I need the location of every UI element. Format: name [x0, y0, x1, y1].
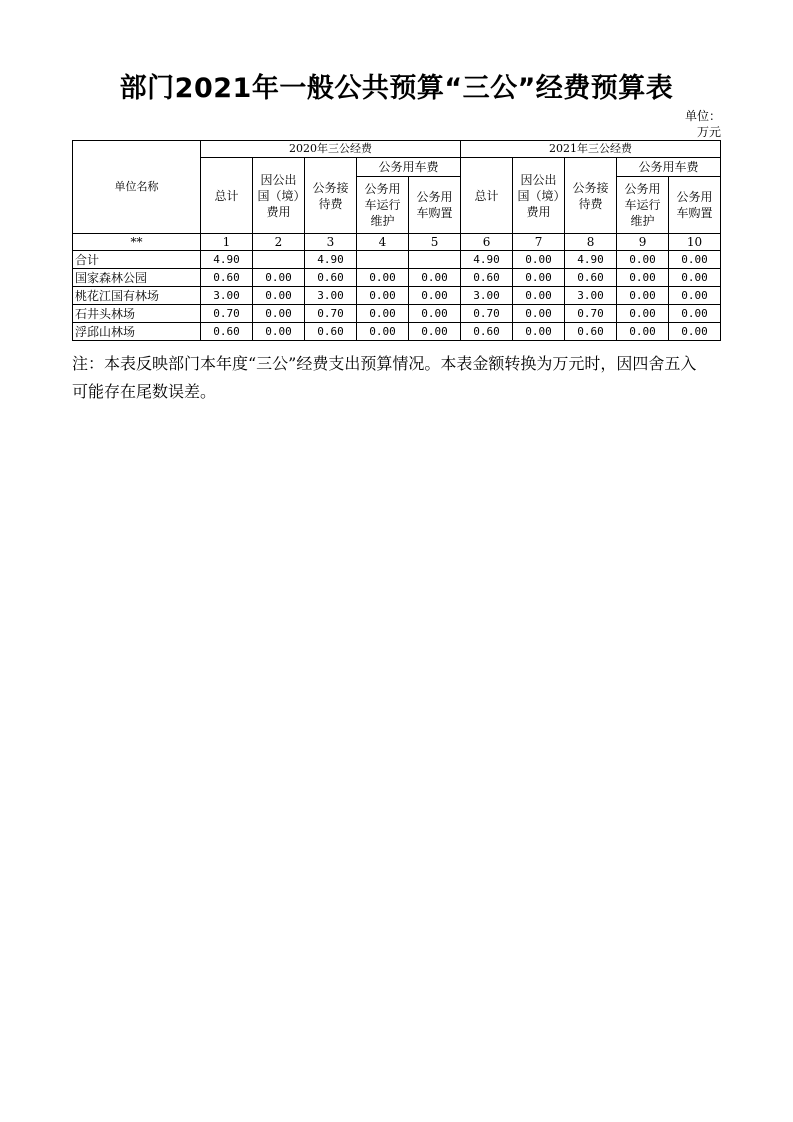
table-row: [73, 251, 721, 269]
unit-label: 单位：万元: [684, 109, 721, 139]
table-row: [73, 269, 721, 287]
value-cell: 4.90: [305, 251, 357, 269]
value-cell: 0.00: [253, 305, 305, 323]
value-cell: 0.00: [409, 323, 461, 341]
vehicle-run-header-2020: 公务用车运行维护: [357, 177, 409, 234]
index-cell: 6: [461, 234, 513, 251]
row-name: 石井头林场: [73, 305, 201, 323]
value-cell: 0.00: [669, 323, 721, 341]
value-cell: 0.00: [357, 269, 409, 287]
abroad-header-2020: 因公出国（境）费用: [253, 158, 305, 234]
value-cell: 0.60: [305, 269, 357, 287]
index-cell: 2: [253, 234, 305, 251]
value-cell: 4.90: [565, 251, 617, 269]
value-cell: 0.00: [513, 251, 565, 269]
value-cell: 0.00: [617, 269, 669, 287]
value-cell: 0.00: [253, 323, 305, 341]
table-row: [73, 287, 721, 305]
value-cell: 0.00: [669, 269, 721, 287]
index-row: [73, 234, 721, 251]
row-name: 浮邱山林场: [73, 323, 201, 341]
value-cell: [253, 251, 305, 269]
group-header-2021: 2021年三公经费: [461, 141, 721, 158]
abroad-header-2021: 因公出国（境）费用: [513, 158, 565, 234]
value-cell: 0.00: [253, 287, 305, 305]
value-cell: 3.00: [201, 287, 253, 305]
value-cell: 0.60: [201, 323, 253, 341]
vehicle-header-2021: 公务用车费: [617, 158, 721, 177]
value-cell: 0.00: [617, 251, 669, 269]
vehicle-buy-header-2021: 公务用车购置: [669, 177, 721, 234]
index-label: **: [73, 234, 201, 251]
value-cell: 0.00: [253, 269, 305, 287]
value-cell: 3.00: [305, 287, 357, 305]
value-cell: 0.00: [409, 305, 461, 323]
index-cell: 1: [201, 234, 253, 251]
row-name: 桃花江国有林场: [73, 287, 201, 305]
budget-table: [72, 140, 721, 341]
index-cell: 10: [669, 234, 721, 251]
index-cell: 5: [409, 234, 461, 251]
value-cell: 0.00: [409, 269, 461, 287]
total-header-2021: 总计: [461, 158, 513, 234]
value-cell: 4.90: [201, 251, 253, 269]
vehicle-buy-header-2020: 公务用车购置: [409, 177, 461, 234]
row-name: 国家森林公园: [73, 269, 201, 287]
value-cell: 0.00: [669, 287, 721, 305]
value-cell: 0.00: [357, 287, 409, 305]
footnote: 注：本表反映部门本年度“三公”经费支出预算情况。本表金额转换为万元时，因四舍五入可能存在尾数误差。: [72, 354, 697, 401]
value-cell: 0.60: [565, 323, 617, 341]
reception-header-2020: 公务接待费: [305, 158, 357, 234]
vehicle-run-header-2021: 公务用车运行维护: [617, 177, 669, 234]
value-cell: 0.00: [513, 269, 565, 287]
value-cell: 0.70: [461, 305, 513, 323]
index-cell: 7: [513, 234, 565, 251]
vehicle-header-2020: 公务用车费: [357, 158, 461, 177]
value-cell: 0.60: [305, 323, 357, 341]
table-row: [73, 305, 721, 323]
value-cell: 0.00: [409, 287, 461, 305]
index-cell: 9: [617, 234, 669, 251]
index-cell: 4: [357, 234, 409, 251]
value-cell: 0.00: [357, 305, 409, 323]
page-title: 部门2021年一般公共预算“三公”经费预算表: [119, 73, 674, 104]
value-cell: 0.60: [201, 269, 253, 287]
total-header-2020: 总计: [201, 158, 253, 234]
value-cell: 0.70: [305, 305, 357, 323]
unit-name-header: 单位名称: [73, 141, 201, 234]
value-cell: 0.00: [617, 305, 669, 323]
value-cell: 0.60: [461, 323, 513, 341]
value-cell: 0.00: [617, 287, 669, 305]
value-cell: 3.00: [565, 287, 617, 305]
table-row: [73, 323, 721, 341]
value-cell: 4.90: [461, 251, 513, 269]
value-cell: [357, 251, 409, 269]
index-cell: 3: [305, 234, 357, 251]
value-cell: 0.00: [513, 305, 565, 323]
value-cell: 0.70: [201, 305, 253, 323]
row-name: 合计: [73, 251, 201, 269]
group-header-2020: 2020年三公经费: [201, 141, 461, 158]
value-cell: 0.60: [461, 269, 513, 287]
header-row-group: [73, 141, 721, 158]
reception-header-2021: 公务接待费: [565, 158, 617, 234]
value-cell: 0.00: [513, 287, 565, 305]
value-cell: 3.00: [461, 287, 513, 305]
value-cell: 0.00: [669, 251, 721, 269]
value-cell: 0.60: [565, 269, 617, 287]
value-cell: 0.00: [617, 323, 669, 341]
value-cell: 0.00: [669, 305, 721, 323]
value-cell: [409, 251, 461, 269]
value-cell: 0.70: [565, 305, 617, 323]
value-cell: 0.00: [357, 323, 409, 341]
value-cell: 0.00: [513, 323, 565, 341]
index-cell: 8: [565, 234, 617, 251]
